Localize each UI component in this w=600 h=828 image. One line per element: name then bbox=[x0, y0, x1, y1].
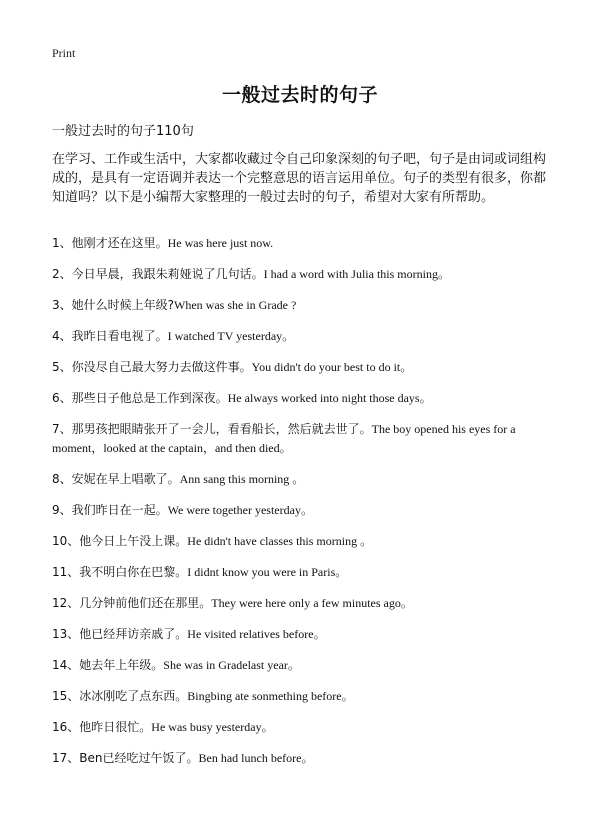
sentence-en: I watched TV yesterday。 bbox=[167, 329, 295, 343]
print-link[interactable]: Print bbox=[52, 46, 76, 60]
list-item bbox=[52, 470, 552, 489]
sentence-zh: 12、几分钟前他们还在那里。 bbox=[52, 596, 212, 610]
list-item bbox=[52, 563, 552, 582]
sentence-zh: 16、他昨日很忙。 bbox=[52, 720, 152, 734]
list-item bbox=[52, 234, 552, 253]
sentence-list bbox=[52, 234, 552, 780]
page-title: 一般过去时的句子 bbox=[221, 84, 378, 106]
sentence-zh: 13、他已经拜访亲戚了。 bbox=[52, 627, 188, 641]
sentence-zh: 6、那些日子他总是工作到深夜。 bbox=[52, 391, 228, 405]
list-item bbox=[52, 594, 552, 613]
sentence-en: Ben had lunch before。 bbox=[198, 751, 314, 765]
sentence-zh: 15、冰冰刚吃了点东西。 bbox=[52, 689, 188, 703]
sentence-zh: 4、我昨日看电视了。 bbox=[52, 329, 168, 343]
sentence-en: Ann sang this morning 。 bbox=[179, 472, 305, 486]
sentence-en: They were here only a few minutes ago。 bbox=[211, 596, 413, 610]
sentence-zh: 2、今日早晨，我跟朱莉娅说了几句话。 bbox=[52, 267, 264, 281]
sentence-zh: 5、你没尽自己最大努力去做这件事。 bbox=[52, 360, 252, 374]
sentence-en: I had a word with Julia this morning。 bbox=[263, 267, 450, 281]
list-item bbox=[52, 389, 552, 408]
sentence-en: He was busy yesterday。 bbox=[151, 720, 274, 734]
list-item bbox=[52, 296, 552, 315]
sentence-zh: 3、她什么时候上年级? bbox=[52, 298, 175, 312]
list-item bbox=[52, 327, 552, 346]
list-item bbox=[52, 656, 552, 675]
list-item bbox=[52, 420, 552, 458]
list-item bbox=[52, 687, 552, 706]
sentence-en: Bingbing ate sonmething before。 bbox=[187, 689, 354, 703]
sentence-zh: 17、Ben已经吃过午饭了。 bbox=[52, 751, 199, 765]
list-item bbox=[52, 749, 552, 768]
intro-paragraph: 在学习、工作或生活中，大家都收藏过令自己印象深刻的句子吧，句子是由词或词组构成的，是具有一定语调并表达一个完整意思的语言运用单位。句子的类型有很多，你都知道吗？以下是小编帮大家整理的一般过去时的句子，希望对大家有所帮助。 bbox=[52, 152, 547, 205]
list-item bbox=[52, 501, 552, 520]
sentence-zh: 9、我们昨日在一起。 bbox=[52, 503, 168, 517]
sentence-en: He was here just now. bbox=[167, 236, 274, 250]
sentence-zh: 8、安妮在早上唱歌了。 bbox=[52, 472, 180, 486]
sentence-en: The boy opened his eyes for a moment，looked at the captain，and then died。 bbox=[52, 422, 516, 455]
sentence-en: When was she in Grade ? bbox=[174, 298, 297, 312]
sentence-en: I didnt know you were in Paris。 bbox=[187, 565, 348, 579]
sentence-zh: 7、那男孩把眼睛张开了一会儿，看看船长，然后就去世了。 bbox=[52, 422, 372, 436]
sentence-en: He always worked into night those days。 bbox=[227, 391, 432, 405]
list-item bbox=[52, 265, 552, 284]
sentence-en: She was in Gradelast year。 bbox=[163, 658, 300, 672]
list-item bbox=[52, 358, 552, 377]
article-subtitle: 一般过去时的句子110句 bbox=[52, 124, 194, 139]
sentence-zh: 1、他刚才还在这里。 bbox=[52, 236, 168, 250]
sentence-zh: 10、他今日上午没上课。 bbox=[52, 534, 188, 548]
list-item bbox=[52, 532, 552, 551]
list-item bbox=[52, 718, 552, 737]
sentence-zh: 11、我不明白你在巴黎。 bbox=[52, 565, 188, 579]
sentence-en: You didn't do your best to do it。 bbox=[251, 360, 413, 374]
sentence-en: He didn't have classes this morning 。 bbox=[187, 534, 373, 548]
list-item bbox=[52, 625, 552, 644]
sentence-en: He visited relatives before。 bbox=[187, 627, 326, 641]
sentence-zh: 14、她去年上年级。 bbox=[52, 658, 164, 672]
sentence-en: We were together yesterday。 bbox=[167, 503, 313, 517]
